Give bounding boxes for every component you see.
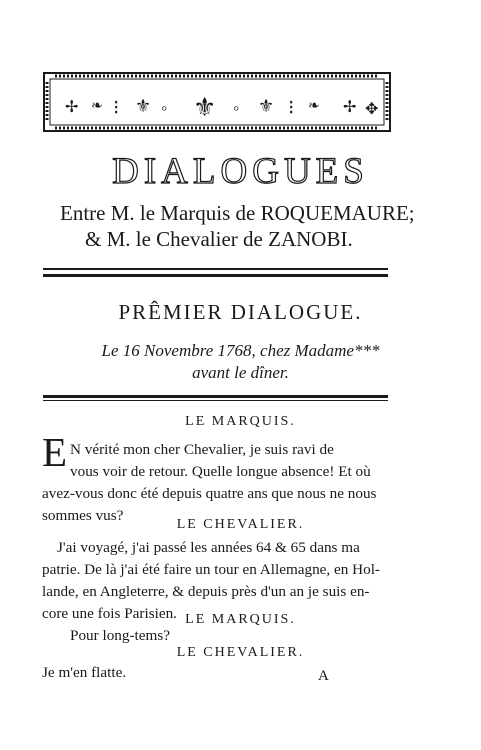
text-line: N vérité mon cher Chevalier, je suis ravi de: [70, 441, 334, 458]
svg-text:⁝: ⁝: [288, 97, 295, 119]
svg-text:⚜: ⚜: [258, 96, 275, 116]
text-line: patrie. De là j'ai été faire un tour en Allemagne, en Hol-: [42, 561, 380, 578]
svg-text:❧: ❧: [91, 99, 103, 114]
speaker-label: LE MARQUIS.: [185, 612, 296, 627]
divider-rule: [43, 268, 388, 270]
text-line: sommes vus?: [42, 507, 124, 524]
svg-text:⚜: ⚜: [193, 93, 217, 122]
subtitle-line-1: Entre M. le Marquis de ROQUEMAURE;: [60, 201, 415, 225]
text-line: lande, en Angleterre, & depuis près d'un an je suis en-: [42, 583, 370, 600]
ornamental-headpiece-icon: [43, 72, 391, 132]
text-line: Je m'en flatte.: [42, 664, 127, 681]
text-line: core une fois Parisien.: [42, 605, 177, 622]
drop-cap: E: [42, 429, 68, 475]
speaker-label: LE CHEVALIER.: [176, 645, 305, 660]
text-line: avez-vous donc été depuis quatre ans que nous ne nous: [42, 485, 377, 502]
svg-text:❧: ❧: [308, 99, 320, 114]
svg-text:✥: ✥: [365, 101, 379, 118]
text-line: J'ai voyagé, j'ai passé les années 64 & 65 dans ma: [57, 539, 360, 556]
book-title: DIALOGUES: [112, 151, 369, 192]
svg-text:◦: ◦: [233, 98, 240, 118]
divider-rule: [43, 400, 388, 401]
svg-text:✢: ✢: [343, 99, 357, 116]
svg-text:◦: ◦: [161, 98, 168, 118]
divider-rule: [43, 274, 388, 277]
svg-text:⚜: ⚜: [135, 96, 152, 116]
dateline-line-2: avant le dîner.: [192, 363, 289, 382]
svg-text:✢: ✢: [65, 99, 79, 116]
dateline-line-1: Le 16 Novembre 1768, chez Madame***: [101, 341, 380, 360]
speaker-label: LE CHEVALIER.: [176, 517, 305, 532]
text-line: vous voir de retour. Quelle longue absence! Et où: [70, 463, 371, 480]
divider-rule: [43, 395, 388, 398]
svg-text:⁝: ⁝: [113, 97, 120, 119]
subtitle-line-2: & M. le Chevalier de ZANOBI.: [85, 227, 353, 251]
speaker-label: LE MARQUIS.: [185, 414, 296, 429]
text-line: Pour long-tems?: [70, 627, 170, 644]
catchword: A: [318, 668, 329, 684]
dialogue-heading: PRÊMIER DIALOGUE.: [118, 300, 363, 324]
